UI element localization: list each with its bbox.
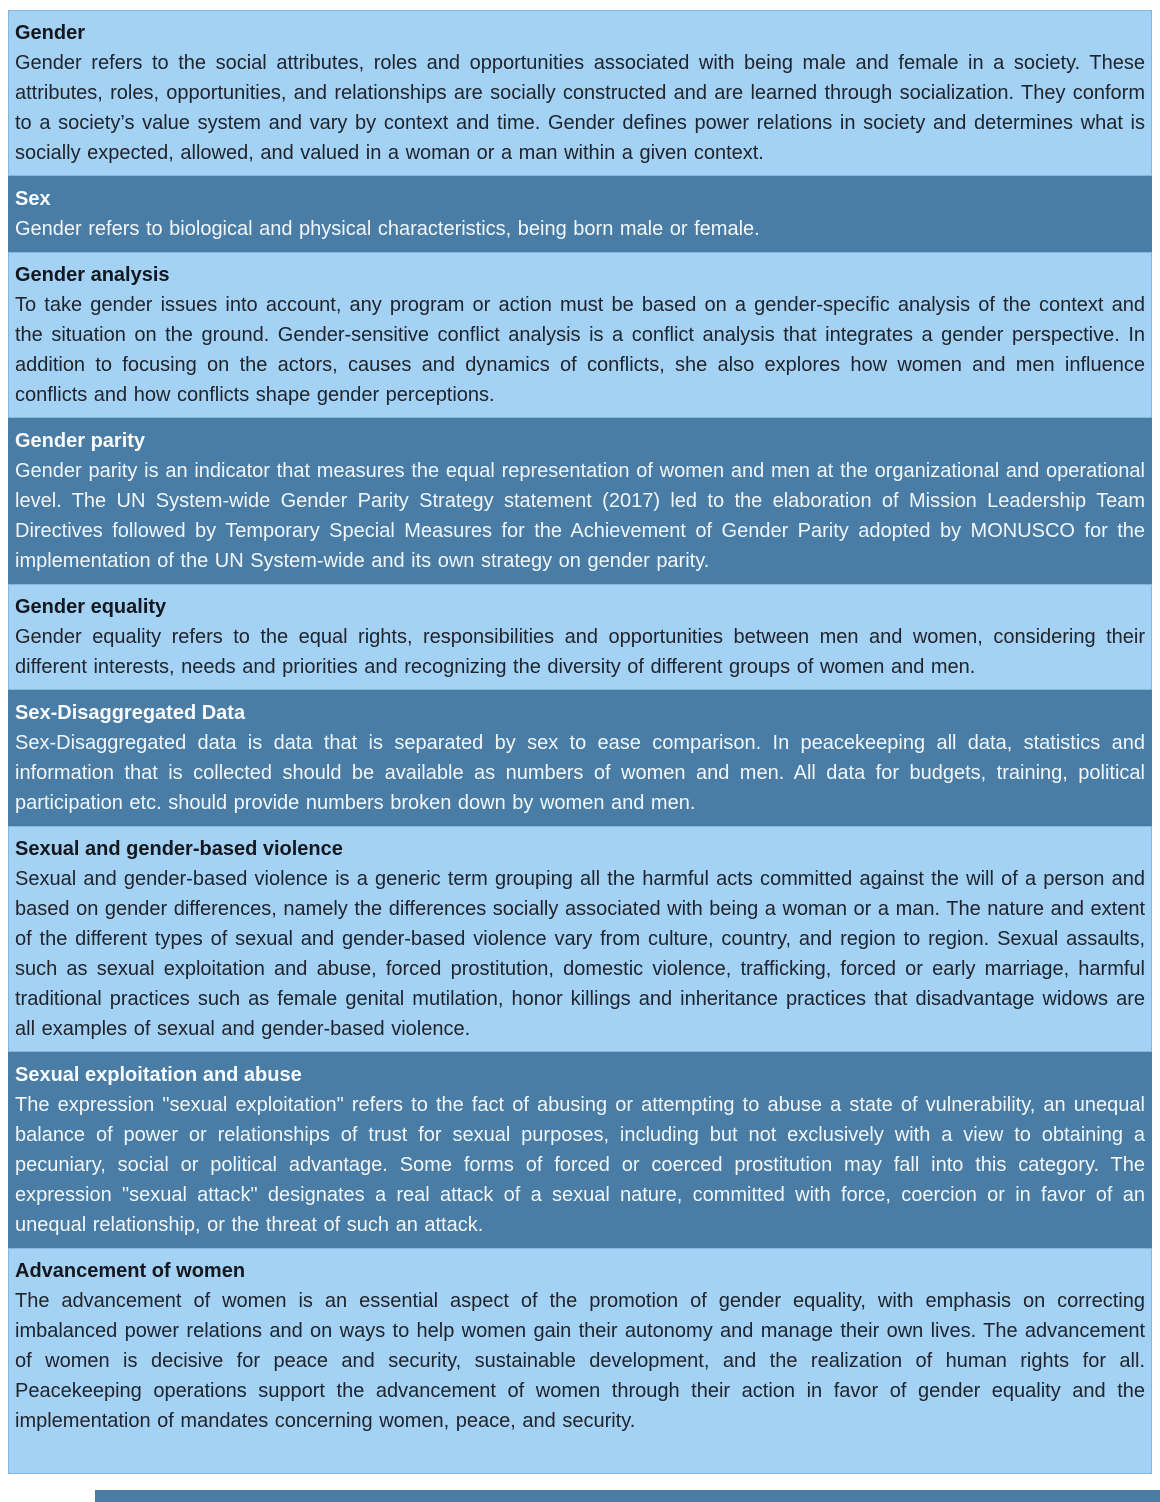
partial-next-row xyxy=(95,1490,1160,1502)
term-definition: The advancement of women is an essential aspect of the promotion of gender equality, with emphasis on correcting imbalanced power relations and on ways to help women gain their autonomy and manage their own lives. The advancement of women is decisive for peace and security, sustainable development, and the realization of human rights for all. Peacekeeping operations support the advancement of women through their action in favor of gender equality and the implementation of mandates concerning women, peace, and security. xyxy=(15,1290,1145,1432)
term-title: Sexual and gender-based violence xyxy=(15,838,343,860)
glossary-row-sexual-exploitation-abuse xyxy=(8,1052,1152,1248)
term-title: Advancement of women xyxy=(15,1260,246,1282)
term-definition: To take gender issues into account, any program or action must be based on a gender-specific analysis of the context and the situation on the ground. Gender-sensitive conflict analysis is a conflict analysis that integrates a gender perspective. In addition to focusing on the actors, causes and dynamics of conflicts, she also explores how women and men influence conflicts and how conflicts shape gender perceptions. xyxy=(15,294,1145,406)
glossary-row-gender-parity xyxy=(8,418,1152,584)
term-title: Sex xyxy=(15,188,51,210)
term-definition: Gender refers to the social attributes, roles and opportunities associated with being male and female in a society. These attributes, roles, opportunities, and relationships are socially constructed and are learned through socialization. They conform to a society’s value system and vary by context and time. Gender defines power relations in society and determines what is socially expected, allowed, and valued in a woman or a man within a given context. xyxy=(15,52,1145,164)
glossary-row-gender-equality xyxy=(8,584,1152,690)
glossary-row-gender-analysis xyxy=(8,252,1152,418)
glossary-row-gender xyxy=(8,10,1152,176)
glossary-row-advancement-of-women xyxy=(8,1248,1152,1474)
glossary-table xyxy=(8,10,1152,1474)
term-title: Sexual exploitation and abuse xyxy=(15,1064,302,1086)
term-definition: Gender equality refers to the equal rights, responsibilities and opportunities between men and women, considering their different interests, needs and priorities and recognizing the diversity of different groups of women and men. xyxy=(15,626,1145,678)
term-title: Gender xyxy=(15,22,86,44)
term-title: Gender equality xyxy=(15,596,167,618)
glossary-row-sexual-gender-based-violence xyxy=(8,826,1152,1052)
term-title: Gender analysis xyxy=(15,264,170,286)
glossary-row-sex xyxy=(8,176,1152,252)
term-definition: The expression "sexual exploitation" refers to the fact of abusing or attempting to abuse a state of vulnerability, an unequal balance of power or relationships of trust for sexual purposes, including but not exclusively with a view to obtaining a pecuniary, social or political advantage. Some forms of forced or coerced prostitution may fall into this category. The expression "sexual attack" designates a real attack of a sexual nature, committed with force, coercion or in favor of an unequal relationship, or the threat of such an attack. xyxy=(15,1094,1145,1236)
term-title: Sex-Disaggregated Data xyxy=(15,702,246,724)
term-definition: Gender parity is an indicator that measures the equal representation of women and men at the organizational and operational level. The UN System-wide Gender Parity Strategy statement (2017) led to the elaboration of Mission Leadership Team Directives followed by Temporary Special Measures for the Achievement of Gender Parity adopted by MONUSCO for the implementation of the UN System-wide and its own strategy on gender parity. xyxy=(15,460,1145,572)
term-definition: Sexual and gender-based violence is a generic term grouping all the harmful acts committed against the will of a person and based on gender differences, namely the differences socially associated with being a woman or a man. The nature and extent of the different types of sexual and gender-based violence vary from culture, country, and region to region. Sexual assaults, such as sexual exploitation and abuse, forced prostitution, domestic violence, trafficking, forced or early marriage, harmful traditional practices such as female genital mutilation, honor killings and inheritance practices that disadvantage widows are all examples of sexual and gender-based violence. xyxy=(15,868,1145,1040)
term-title: Gender parity xyxy=(15,430,146,452)
term-definition: Sex-Disaggregated data is data that is separated by sex to ease comparison. In peacekeeping all data, statistics and information that is collected should be available as numbers of women and men. All data for budgets, training, political participation etc. should provide numbers broken down by women and men. xyxy=(15,732,1145,814)
glossary-row-sex-disaggregated-data xyxy=(8,690,1152,826)
term-definition: Gender refers to biological and physical characteristics, being born male or female. xyxy=(15,218,760,240)
